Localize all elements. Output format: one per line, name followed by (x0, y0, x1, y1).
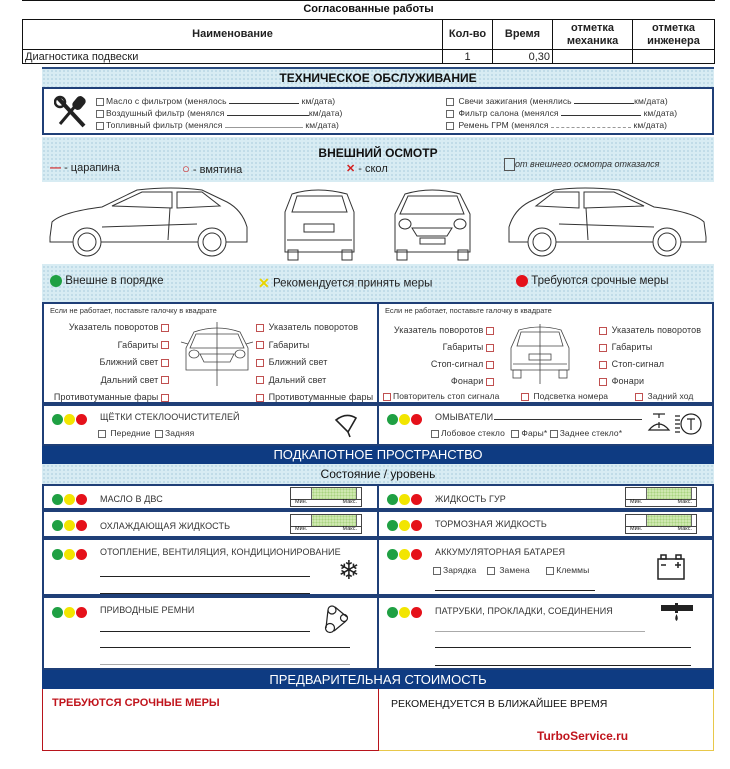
checkbox[interactable] (155, 430, 163, 438)
coolant-label: ОХЛАЖДАЮЩАЯ ЖИДКОСТЬ (100, 521, 231, 531)
cell-mechanic[interactable] (553, 50, 633, 64)
status-green-icon[interactable] (387, 607, 398, 618)
status-ok-icon (50, 275, 62, 287)
watermark: TurboService.ru (537, 729, 629, 743)
note-line[interactable] (435, 665, 691, 666)
status-green-icon[interactable] (52, 494, 63, 505)
refused-checkbox[interactable] (504, 158, 515, 171)
snowflake-icon: ❄ (338, 555, 360, 585)
front-lights-box (42, 302, 379, 404)
note-line[interactable] (100, 576, 310, 577)
status-red-icon[interactable] (76, 549, 87, 560)
note-line[interactable] (100, 664, 350, 665)
rear-lights-box (377, 302, 714, 404)
washer-fluid-icon (645, 410, 705, 440)
maintenance-item[interactable]: Топливный фильтр (менялся км/дата) (96, 119, 342, 131)
maintenance-item[interactable]: Воздушный фильтр (менялся км/дата) (96, 107, 342, 119)
belts-status-dots[interactable] (52, 605, 88, 623)
rear-lights-left (394, 322, 496, 390)
front-light-item[interactable]: Ближний свет (54, 354, 171, 372)
wrench-screwdriver-icon (54, 94, 88, 130)
rear-light-item[interactable]: Фонари (394, 373, 496, 390)
ps-label: ЖИДКОСТЬ ГУР (435, 494, 506, 504)
car-rear-outline-icon (505, 324, 575, 384)
checkbox[interactable] (161, 394, 169, 402)
exterior-title: ВНЕШНИЙ ОСМОТР (318, 146, 438, 160)
brake-level-gauge[interactable]: Мин. Макс. (625, 514, 697, 534)
front-lights-hint: Если не работает, поставьте галочку в квадрате (50, 306, 217, 315)
front-light-item[interactable]: Дальний свет (54, 372, 171, 390)
status-recommend: ✕ Рекомендуется принять меры (258, 275, 433, 291)
legend-dent: ○ - вмятина (182, 161, 243, 176)
under-hood-subtitle: Состояние / уровень (42, 464, 714, 484)
car-front-icon (395, 190, 470, 260)
level-row-oil (42, 484, 379, 510)
status-yellow-icon[interactable] (399, 494, 410, 505)
table-row[interactable] (23, 50, 715, 64)
rear-lights-right (599, 322, 701, 390)
checkbox[interactable] (256, 359, 264, 367)
rear-light-item[interactable]: Габариты (394, 339, 496, 356)
rear-lights-hint: Если не работает, поставьте галочку в квадрате (385, 306, 552, 315)
urgent-label: ТРЕБУЮТСЯ СРОЧНЫЕ МЕРЫ (52, 697, 220, 709)
hvac-status-dots[interactable] (52, 547, 88, 565)
status-red-icon[interactable] (411, 414, 422, 425)
car-diagrams (42, 182, 714, 264)
rear-extra-item[interactable]: Задний ход (635, 391, 694, 401)
level-row-brake (377, 510, 714, 538)
status-yellow-icon[interactable] (399, 520, 410, 531)
status-yellow-icon[interactable] (64, 549, 75, 560)
front-light-item[interactable]: Габариты (54, 337, 171, 355)
urgent-box[interactable] (42, 689, 379, 751)
status-red-icon[interactable] (76, 494, 87, 505)
checkbox[interactable] (161, 341, 169, 349)
col-engineer: отметка инженера (633, 20, 715, 50)
battery-status-dots[interactable] (387, 547, 423, 565)
belts-label: ПРИВОДНЫЕ РЕМНИ (100, 605, 195, 615)
col-mechanic: отметка механика (553, 20, 633, 50)
checkbox[interactable] (486, 378, 494, 386)
car-side-right-icon (509, 188, 706, 256)
status-recommend-icon: ✕ (258, 275, 270, 291)
cell-engineer[interactable] (633, 50, 715, 64)
maintenance-box (42, 87, 714, 135)
col-qty: Кол-во (443, 20, 493, 50)
status-red-icon[interactable] (411, 520, 422, 531)
coolant-status-dots[interactable] (52, 518, 88, 536)
coolant-level-gauge[interactable]: Мин. Макс. (290, 514, 362, 534)
rear-light-item[interactable]: Указатель поворотов (394, 322, 496, 339)
hoses-box (377, 596, 714, 670)
oil-status-dots[interactable] (52, 492, 88, 510)
checkbox[interactable] (161, 376, 169, 384)
oil-label: МАСЛО В ДВС (100, 494, 163, 504)
battery-box (377, 538, 714, 596)
agreed-works-table (22, 19, 715, 64)
note-line[interactable] (435, 631, 645, 632)
checkbox[interactable] (599, 327, 607, 335)
refused-inspection[interactable]: от внешнего осмотра отказался (504, 158, 659, 171)
status-green-icon[interactable] (387, 520, 398, 531)
checkbox[interactable] (96, 110, 104, 118)
car-diagram-area[interactable] (42, 182, 714, 264)
checkbox[interactable] (550, 430, 558, 438)
checkbox[interactable] (96, 98, 104, 106)
status-yellow-icon[interactable] (64, 494, 75, 505)
maintenance-item[interactable]: Масло с фильтром (менялось км/дата) (96, 95, 342, 107)
status-red-icon[interactable] (411, 607, 422, 618)
ps-level-gauge[interactable]: Мин. Макс. (625, 487, 697, 507)
scratch-icon: — (50, 162, 61, 174)
front-light-item[interactable]: Противотуманные фары (54, 389, 171, 407)
checkbox[interactable] (98, 430, 106, 438)
note-line[interactable] (435, 647, 691, 648)
table-header-row (23, 20, 715, 50)
car-side-left-icon (50, 188, 247, 256)
estimate-header: ПРЕДВАРИТЕЛЬНАЯ СТОИМОСТЬ (42, 670, 714, 689)
status-red-icon[interactable] (411, 494, 422, 505)
battery-icon (657, 554, 685, 580)
status-red-icon[interactable] (411, 549, 422, 560)
rear-light-item[interactable]: Габариты (599, 339, 701, 356)
status-yellow-icon[interactable] (64, 520, 75, 531)
maintenance-item[interactable]: Свечи зажигания (менялись км/дата) (446, 95, 677, 107)
checkbox[interactable] (383, 393, 391, 401)
level-row-power-steering (377, 484, 714, 510)
hoses-label: ПАТРУБКИ, ПРОКЛАДКИ, СОЕДИНЕНИЯ (435, 606, 613, 616)
status-yellow-icon[interactable] (399, 414, 410, 425)
checkbox[interactable] (446, 110, 454, 118)
checkbox[interactable] (256, 376, 264, 384)
status-green-icon[interactable] (52, 549, 63, 560)
checkbox[interactable] (511, 430, 519, 438)
exterior-section (42, 137, 714, 305)
rear-light-item[interactable]: Фонари (599, 373, 701, 390)
belts-box (42, 596, 379, 670)
status-red-icon[interactable] (76, 607, 87, 618)
brake-label: ТОРМОЗНАЯ ЖИДКОСТЬ (435, 519, 547, 529)
status-yellow-icon[interactable] (399, 549, 410, 560)
cell-name[interactable]: Диагностика подвески (23, 50, 443, 64)
drive-belt-icon (324, 604, 350, 634)
note-line[interactable] (100, 631, 310, 632)
washers-title: ОМЫВАТЕЛИ (435, 412, 642, 422)
checkbox[interactable] (161, 359, 169, 367)
cell-time[interactable]: 0,30 (493, 50, 553, 64)
checkbox[interactable] (161, 324, 169, 332)
cell-qty[interactable]: 1 (443, 50, 493, 64)
status-green-icon[interactable] (387, 494, 398, 505)
rear-light-item[interactable]: Указатель поворотов (599, 322, 701, 339)
note-line[interactable] (435, 590, 595, 591)
legend-chip: ✕ - скол (346, 163, 388, 175)
wipers-box (42, 404, 379, 446)
level-row-coolant (42, 510, 379, 538)
checkbox[interactable] (256, 341, 264, 349)
top-rule (22, 0, 715, 1)
rear-light-item[interactable]: Стоп-сигнал (599, 356, 701, 373)
washers-box (377, 404, 714, 446)
wiper-icon (334, 412, 358, 438)
checkbox[interactable] (96, 122, 104, 130)
dent-icon: ○ (182, 161, 190, 176)
maintenance-right-list (446, 95, 677, 131)
leaking-pipe-icon (661, 602, 693, 624)
battery-options: Зарядка Замена Клеммы (433, 565, 589, 575)
front-light-item[interactable]: Ближний свет (256, 354, 373, 372)
checkbox[interactable] (521, 393, 529, 401)
status-yellow-icon[interactable] (399, 607, 410, 618)
status-yellow-icon[interactable] (64, 607, 75, 618)
front-light-item[interactable]: Дальний свет (256, 372, 373, 390)
under-hood-header: ПОДКАПОТНОЕ ПРОСТРАНСТВО (42, 446, 714, 464)
legend-scratch: — - царапина (50, 162, 120, 174)
hoses-status-dots[interactable] (387, 605, 423, 623)
checkbox[interactable] (486, 327, 494, 335)
status-green-icon[interactable] (387, 414, 398, 425)
status-red-icon[interactable] (76, 520, 87, 531)
note-line[interactable] (100, 593, 310, 594)
checkbox[interactable] (431, 430, 439, 438)
checkbox[interactable] (487, 567, 495, 575)
battery-label: АККУМУЛЯТОРНАЯ БАТАРЕЯ (435, 547, 566, 557)
col-time: Время (493, 20, 553, 50)
car-front-outline-icon (180, 322, 255, 386)
status-green-icon[interactable] (52, 520, 63, 531)
wipers-options: Передние Задняя (98, 428, 194, 438)
hvac-box (42, 538, 379, 596)
front-light-item[interactable]: Указатель поворотов (256, 319, 373, 337)
status-red-icon[interactable] (76, 414, 87, 425)
status-urgent: Требуются срочные меры (516, 275, 668, 287)
status-green-icon[interactable] (387, 549, 398, 560)
maintenance-header (42, 69, 714, 87)
front-light-item[interactable]: Указатель поворотов (54, 319, 171, 337)
checkbox[interactable] (599, 378, 607, 386)
status-green-icon[interactable] (52, 414, 63, 425)
maintenance-item[interactable]: Фильтр салона (менялся км/дата) (446, 107, 677, 119)
status-yellow-icon[interactable] (64, 414, 75, 425)
checkbox[interactable] (486, 361, 494, 369)
checkbox[interactable] (599, 344, 607, 352)
front-light-item[interactable]: Противотуманные фары (256, 389, 373, 407)
status-green-icon[interactable] (52, 607, 63, 618)
maintenance-item[interactable]: Ремень ГРМ (менялся км/дата) (446, 119, 677, 131)
note-line[interactable] (100, 647, 350, 648)
rear-light-item[interactable]: Стоп-сигнал (394, 356, 496, 373)
recommended-label: РЕКОМЕНДУЕТСЯ В БЛИЖАЙШЕЕ ВРЕМЯ (391, 698, 608, 710)
front-lights-right (256, 319, 373, 407)
col-name: Наименование (23, 20, 443, 50)
checkbox[interactable] (446, 122, 454, 130)
rear-extra-item[interactable]: Подсветка номера (521, 391, 608, 401)
checkbox[interactable] (433, 567, 441, 575)
checkbox[interactable] (256, 394, 264, 402)
rear-extra-item[interactable]: Повторитель стоп сигнала (383, 391, 500, 401)
agreed-works-title: Согласованные работы (303, 3, 434, 15)
oil-level-gauge[interactable]: Мин. Макс. (290, 487, 362, 507)
checkbox[interactable] (635, 393, 643, 401)
maintenance-left-list (96, 95, 342, 131)
checkbox[interactable] (546, 567, 554, 575)
brake-status-dots[interactable] (387, 518, 423, 536)
washers-status-dots[interactable] (387, 412, 423, 430)
hvac-label: ОТОПЛЕНИЕ, ВЕНТИЛЯЦИЯ, КОНДИЦИОНИРОВАНИЕ (100, 547, 341, 557)
wipers-status-dots[interactable] (52, 412, 88, 430)
front-light-item[interactable]: Габариты (256, 337, 373, 355)
ps-status-dots[interactable] (387, 492, 423, 510)
front-lights-left (54, 319, 171, 407)
status-ok: Внешне в порядке (50, 275, 163, 287)
checkbox[interactable] (256, 324, 264, 332)
checkbox[interactable] (446, 98, 454, 106)
wipers-title: ЩЁТКИ СТЕКЛООЧИСТИТЕЛЕЙ (100, 412, 240, 422)
maintenance-title: ТЕХНИЧЕСКОЕ ОБСЛУЖИВАНИЕ (279, 71, 477, 85)
washers-options: Лобовое стекло Фары* Заднее стекло* (431, 428, 622, 438)
checkbox[interactable] (599, 361, 607, 369)
checkbox[interactable] (486, 344, 494, 352)
car-rear-icon (285, 190, 354, 260)
chip-icon: ✕ (346, 163, 356, 175)
recommended-box[interactable] (379, 689, 714, 751)
status-urgent-icon (516, 275, 528, 287)
